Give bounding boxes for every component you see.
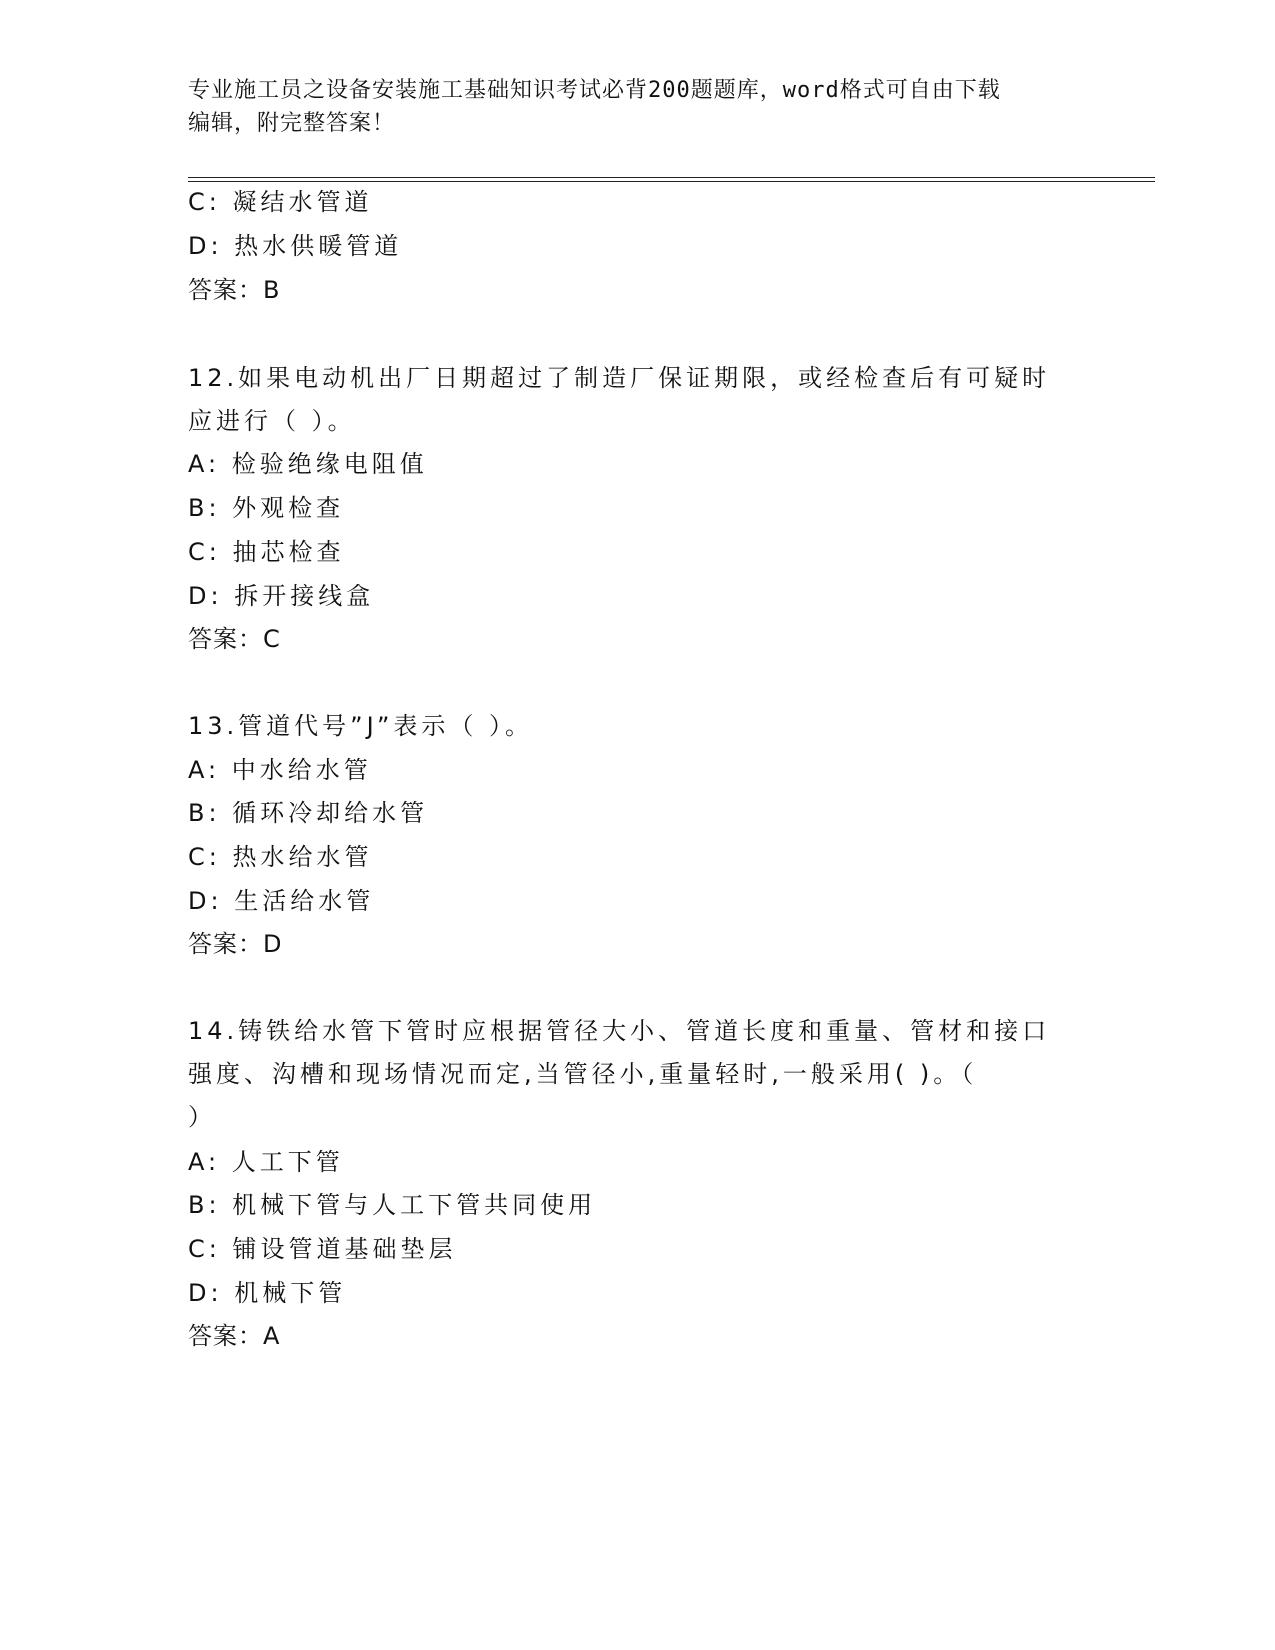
q13-stem-line-1: 13.管道代号”J”表示（ ）。 xyxy=(188,712,534,740)
q12-stem-line-2: 应进行（ ）。 xyxy=(188,407,356,435)
q14-option-d: D: 机械下管 xyxy=(188,1279,347,1307)
q12-answer: 答案：C xyxy=(188,625,281,653)
q14-answer: 答案：A xyxy=(188,1322,281,1350)
q12-option-a: A: 检验绝缘电阻值 xyxy=(188,450,428,478)
q13-option-c: C: 热水给水管 xyxy=(188,843,373,871)
q14-option-c: C: 铺设管道基础垫层 xyxy=(188,1235,457,1263)
prev-option-c: C: 凝结水管道 xyxy=(188,188,373,216)
q12-option-c: C: 抽芯检查 xyxy=(188,538,345,566)
q13-option-a: A: 中水给水管 xyxy=(188,756,372,784)
header-line-1: 专业施工员之设备安装施工基础知识考试必背200题题库，word格式可自由下载 xyxy=(188,78,1001,103)
q14-stem-line-1: 14.铸铁给水管下管时应根据管径大小、管道长度和重量、管材和接口 xyxy=(188,1017,1051,1045)
q13-option-b: B: 循环冷却给水管 xyxy=(188,799,429,827)
q13-option-d: D: 生活给水管 xyxy=(188,887,375,915)
q14-stem-line-2: 强度、沟槽和现场情况而定,当管径小,重量轻时,一般采用( )。（ xyxy=(188,1060,978,1088)
q14-option-b: B: 机械下管与人工下管共同使用 xyxy=(188,1191,597,1219)
page-header xyxy=(188,74,1088,140)
q12-option-d: D: 拆开接线盒 xyxy=(188,582,375,610)
q14-option-a: A: 人工下管 xyxy=(188,1148,344,1176)
prev-option-d: D: 热水供暖管道 xyxy=(188,232,403,260)
q14-stem-line-3: ） xyxy=(188,1103,216,1131)
header-divider xyxy=(188,177,1155,182)
q12-stem-line-1: 12.如果电动机出厂日期超过了制造厂保证期限，或经检查后有可疑时 xyxy=(188,364,1051,392)
q13-answer: 答案：D xyxy=(188,930,283,958)
header-line-2: 编辑，附完整答案！ xyxy=(188,111,396,136)
q12-option-b: B: 外观检查 xyxy=(188,494,345,522)
prev-answer: 答案：B xyxy=(188,276,281,304)
